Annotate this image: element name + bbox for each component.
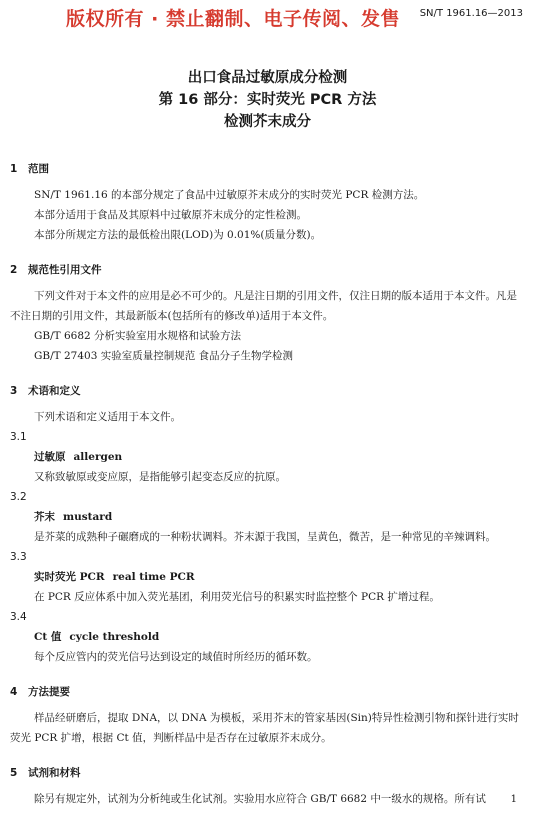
section-title: 试剂和材料 (28, 767, 81, 779)
term-en: cycle threshold (69, 631, 160, 643)
title-line-1: 出口食品过敏原成分检测 (187, 70, 348, 86)
paragraph: 除另有规定外，试剂为分析纯或生化试剂。实验用水应符合 GB/T 6682 中一级水的规格。所有试 (34, 793, 486, 805)
term-definition: 在 PCR 反应体系中加入荧光基团，利用荧光信号的积累实时监控整个 PCR 扩增过程。 (34, 591, 440, 603)
standard-number: SN/T 1961.16—2013 (419, 8, 523, 19)
term-zh: 过敏原 (34, 451, 66, 463)
paragraph: 本部分所规定方法的最低检出限(LOD)为 0.01%(质量分数)。 (34, 229, 322, 241)
term-number: 3.2 (10, 491, 27, 503)
paragraph: SN/T 1961.16 的本部分规定了食品中过敏原芥末成分的实时荧光 PCR 检测方法。 (34, 189, 425, 201)
term-zh: 实时荧光 PCR (34, 571, 105, 583)
title-line-3: 检测芥末成分 (224, 114, 311, 130)
page-number: 1 (510, 794, 517, 805)
term-en: allergen (73, 451, 123, 463)
reference-item: GB/T 27403 实验室质量控制规范 食品分子生物学检测 (34, 350, 294, 362)
section-number: 1 (10, 163, 18, 175)
document-body (10, 152, 525, 809)
paragraph: 下列术语和定义适用于本文件。 (34, 411, 181, 423)
section-heading-terms (10, 381, 525, 401)
document-title (0, 67, 535, 133)
term-number: 3.4 (10, 611, 27, 623)
section-number: 2 (10, 264, 18, 276)
term-name (10, 447, 525, 467)
section-heading-reagents (10, 763, 525, 783)
watermark: 版权所有 · 禁止翻制、电子传阅、发售 (66, 8, 400, 30)
term-number: 3.1 (10, 431, 27, 443)
term-name (10, 567, 525, 587)
section-heading-normative-references (10, 260, 525, 280)
term-en: mustard (63, 511, 113, 523)
section-heading-method-summary (10, 682, 525, 702)
paragraph: 样品经研磨后，提取 DNA，以 DNA 为模板，采用芥末的管家基因(Sin)特异性检测引物和探针进行实时荧光 PCR 扩增，根据 Ct 值，判断样品中是否存在过敏原芥末成分。 (10, 712, 519, 744)
section-title: 规范性引用文件 (28, 264, 102, 276)
paragraph: 本部分适用于食品及其原料中过敏原芥末成分的定性检测。 (34, 209, 307, 221)
section-number: 3 (10, 385, 18, 397)
term-en: real time PCR (112, 571, 195, 583)
title-line-2: 第 16 部分：实时荧光 PCR 方法 (158, 92, 377, 108)
term-definition: 又称致敏原或变应原，是指能够引起变态反应的抗原。 (34, 471, 286, 483)
term-definition: 每个反应管内的荧光信号达到设定的域值时所经历的循环数。 (34, 651, 318, 663)
reference-item: GB/T 6682 分析实验室用水规格和试验方法 (34, 330, 242, 342)
section-title: 术语和定义 (28, 385, 81, 397)
term-definition: 是芥菜的成熟种子碾磨成的一种粉状调料。芥末源于我国，呈黄色，微苦，是一种常见的辛辣调料。 (34, 531, 496, 543)
term-name (10, 627, 525, 647)
section-number: 4 (10, 686, 18, 698)
section-number: 5 (10, 767, 18, 779)
term-name (10, 507, 525, 527)
term-number: 3.3 (10, 551, 27, 563)
section-heading-scope (10, 159, 525, 179)
paragraph: 下列文件对于本文件的应用是必不可少的。凡是注日期的引用文件，仅注日期的版本适用于本文件。凡是不注日期的引用文件，其最新版本(包括所有的修改单)适用于本文件。 (10, 290, 517, 322)
section-title: 范围 (28, 163, 49, 175)
term-zh: Ct 值 (34, 631, 62, 643)
term-zh: 芥末 (34, 511, 55, 523)
section-title: 方法提要 (28, 686, 70, 698)
